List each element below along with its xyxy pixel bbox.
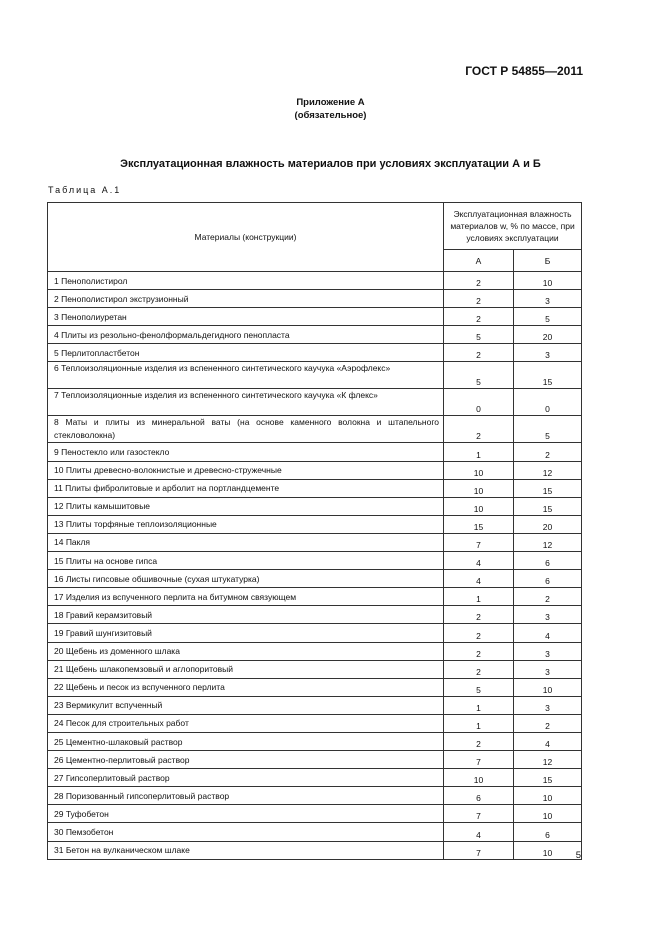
value-b-cell: 15 xyxy=(514,769,582,787)
value-b-cell: 6 xyxy=(514,552,582,570)
table-row xyxy=(48,272,582,290)
material-cell: 26 Цементно-перлитовый раствор xyxy=(48,751,444,769)
table-row xyxy=(48,714,582,732)
value-a-cell: 10 xyxy=(444,479,514,497)
table-row xyxy=(48,624,582,642)
material-cell: 9 Пеностекло или газостекло xyxy=(48,443,444,461)
value-b-cell: 2 xyxy=(514,714,582,732)
value-a-cell: 4 xyxy=(444,552,514,570)
table-row xyxy=(48,751,582,769)
value-b-cell: 2 xyxy=(514,588,582,606)
table-row xyxy=(48,416,582,443)
value-b-cell: 10 xyxy=(514,805,582,823)
value-b-cell: 3 xyxy=(514,606,582,624)
material-cell: 12 Плиты камышитовые xyxy=(48,497,444,515)
value-a-cell: 7 xyxy=(444,841,514,859)
value-a-cell: 4 xyxy=(444,570,514,588)
value-a-cell: 6 xyxy=(444,787,514,805)
table-body xyxy=(48,272,582,860)
table-row xyxy=(48,805,582,823)
table-row xyxy=(48,696,582,714)
value-a-cell: 7 xyxy=(444,533,514,551)
material-cell: 16 Листы гипсовые обшивочные (сухая штукатурка) xyxy=(48,570,444,588)
table-row xyxy=(48,389,582,416)
material-cell: 17 Изделия из вспученного перлита на битумном связующем xyxy=(48,588,444,606)
material-cell: 21 Щебень шлакопемзовый и аглопоритовый xyxy=(48,660,444,678)
column-header-a: А xyxy=(444,250,514,272)
value-b-cell: 15 xyxy=(514,479,582,497)
table-row xyxy=(48,362,582,389)
value-b-cell: 10 xyxy=(514,787,582,805)
value-a-cell: 10 xyxy=(444,769,514,787)
material-cell: 25 Цементно-шлаковый раствор xyxy=(48,732,444,750)
table-row xyxy=(48,588,582,606)
material-cell: 20 Щебень из доменного шлака xyxy=(48,642,444,660)
material-cell: 23 Вермикулит вспученный xyxy=(48,696,444,714)
value-a-cell: 4 xyxy=(444,823,514,841)
table-row xyxy=(48,570,582,588)
table-row xyxy=(48,515,582,533)
table-row xyxy=(48,461,582,479)
annex-heading xyxy=(0,96,661,122)
material-cell: 7 Теплоизоляционные изделия из вспененного синтетического каучука «К флекс» xyxy=(48,389,444,416)
value-b-cell: 3 xyxy=(514,642,582,660)
material-cell: 4 Плиты из резольно-фенолформальдегидного пенопласта xyxy=(48,326,444,344)
table-row xyxy=(48,308,582,326)
material-cell: 2 Пенополистирол экструзионный xyxy=(48,290,444,308)
table-label: Таблица А.1 xyxy=(48,185,122,195)
value-b-cell: 6 xyxy=(514,823,582,841)
value-a-cell: 2 xyxy=(444,272,514,290)
material-cell: 15 Плиты на основе гипса xyxy=(48,552,444,570)
annex-type: (обязательное) xyxy=(294,110,367,121)
value-b-cell: 10 xyxy=(514,678,582,696)
material-cell: 31 Бетон на вулканическом шлаке xyxy=(48,841,444,859)
value-a-cell: 1 xyxy=(444,714,514,732)
table-row xyxy=(48,326,582,344)
table-row xyxy=(48,769,582,787)
material-cell: 22 Щебень и песок из вспученного перлита xyxy=(48,678,444,696)
value-a-cell: 10 xyxy=(444,497,514,515)
value-b-cell: 4 xyxy=(514,624,582,642)
value-b-cell: 12 xyxy=(514,533,582,551)
table-row xyxy=(48,606,582,624)
material-cell: 29 Туфобетон xyxy=(48,805,444,823)
value-a-cell: 2 xyxy=(444,642,514,660)
value-a-cell: 2 xyxy=(444,308,514,326)
value-b-cell: 3 xyxy=(514,660,582,678)
value-a-cell: 2 xyxy=(444,416,514,443)
material-cell: 14 Пакля xyxy=(48,533,444,551)
value-a-cell: 0 xyxy=(444,389,514,416)
value-a-cell: 2 xyxy=(444,624,514,642)
value-b-cell: 15 xyxy=(514,362,582,389)
material-cell: 30 Пемзобетон xyxy=(48,823,444,841)
value-a-cell: 2 xyxy=(444,606,514,624)
table-row xyxy=(48,841,582,859)
value-b-cell: 0 xyxy=(514,389,582,416)
page-number: 5 xyxy=(575,850,581,861)
value-a-cell: 5 xyxy=(444,678,514,696)
table-row xyxy=(48,732,582,750)
table-row xyxy=(48,344,582,362)
column-header-b: Б xyxy=(514,250,582,272)
column-header-humidity: Эксплуатационная влажность материалов w, % по массе, при условиях эксплуатации xyxy=(444,203,582,250)
material-cell: 19 Гравий шунгизитовый xyxy=(48,624,444,642)
material-cell: 11 Плиты фибролитовые и арболит на портландцементе xyxy=(48,479,444,497)
document-title: Эксплуатационная влажность материалов при условиях эксплуатации А и Б xyxy=(120,158,541,170)
value-b-cell: 20 xyxy=(514,326,582,344)
value-a-cell: 1 xyxy=(444,443,514,461)
value-b-cell: 12 xyxy=(514,751,582,769)
material-cell: 27 Гипсоперлитовый раствор xyxy=(48,769,444,787)
material-cell: 6 Теплоизоляционные изделия из вспененного синтетического каучука «Аэрофлекс» xyxy=(48,362,444,389)
value-b-cell: 12 xyxy=(514,461,582,479)
material-cell: 13 Плиты торфяные теплоизоляционные xyxy=(48,515,444,533)
value-b-cell: 10 xyxy=(514,841,582,859)
table-row xyxy=(48,533,582,551)
table-row xyxy=(48,443,582,461)
material-cell: 24 Песок для строительных работ xyxy=(48,714,444,732)
value-a-cell: 2 xyxy=(444,344,514,362)
material-cell: 18 Гравий керамзитовый xyxy=(48,606,444,624)
value-a-cell: 10 xyxy=(444,461,514,479)
value-a-cell: 1 xyxy=(444,588,514,606)
table-row xyxy=(48,290,582,308)
value-a-cell: 5 xyxy=(444,326,514,344)
value-b-cell: 6 xyxy=(514,570,582,588)
table-row xyxy=(48,823,582,841)
value-a-cell: 1 xyxy=(444,696,514,714)
table-row xyxy=(48,678,582,696)
table-row xyxy=(48,552,582,570)
material-cell: 28 Поризованный гипсоперлитовый раствор xyxy=(48,787,444,805)
table-row xyxy=(48,660,582,678)
standard-code: ГОСТ Р 54855—2011 xyxy=(465,64,583,78)
value-b-cell: 3 xyxy=(514,344,582,362)
value-b-cell: 3 xyxy=(514,696,582,714)
value-b-cell: 15 xyxy=(514,497,582,515)
material-cell: 10 Плиты древесно-волокнистые и древесно-стружечные xyxy=(48,461,444,479)
value-a-cell: 7 xyxy=(444,751,514,769)
value-b-cell: 2 xyxy=(514,443,582,461)
humidity-table xyxy=(47,202,582,860)
value-a-cell: 15 xyxy=(444,515,514,533)
table-row xyxy=(48,479,582,497)
material-cell: 1 Пенополистирол xyxy=(48,272,444,290)
material-cell: 3 Пенополиуретан xyxy=(48,308,444,326)
value-a-cell: 5 xyxy=(444,362,514,389)
material-cell: 8 Маты и плиты из минеральной ваты (на основе каменного волокна и штапельного стекловолокна) xyxy=(48,416,444,443)
value-a-cell: 2 xyxy=(444,290,514,308)
material-cell: 5 Перлитопластбетон xyxy=(48,344,444,362)
value-b-cell: 10 xyxy=(514,272,582,290)
table-row xyxy=(48,497,582,515)
column-header-material: Материалы (конструкции) xyxy=(48,203,444,272)
value-b-cell: 20 xyxy=(514,515,582,533)
value-b-cell: 3 xyxy=(514,290,582,308)
value-b-cell: 5 xyxy=(514,308,582,326)
value-a-cell: 2 xyxy=(444,732,514,750)
table-row xyxy=(48,642,582,660)
value-a-cell: 7 xyxy=(444,805,514,823)
annex-title: Приложение А xyxy=(296,97,365,108)
value-b-cell: 5 xyxy=(514,416,582,443)
value-b-cell: 4 xyxy=(514,732,582,750)
table-row xyxy=(48,787,582,805)
value-a-cell: 2 xyxy=(444,660,514,678)
